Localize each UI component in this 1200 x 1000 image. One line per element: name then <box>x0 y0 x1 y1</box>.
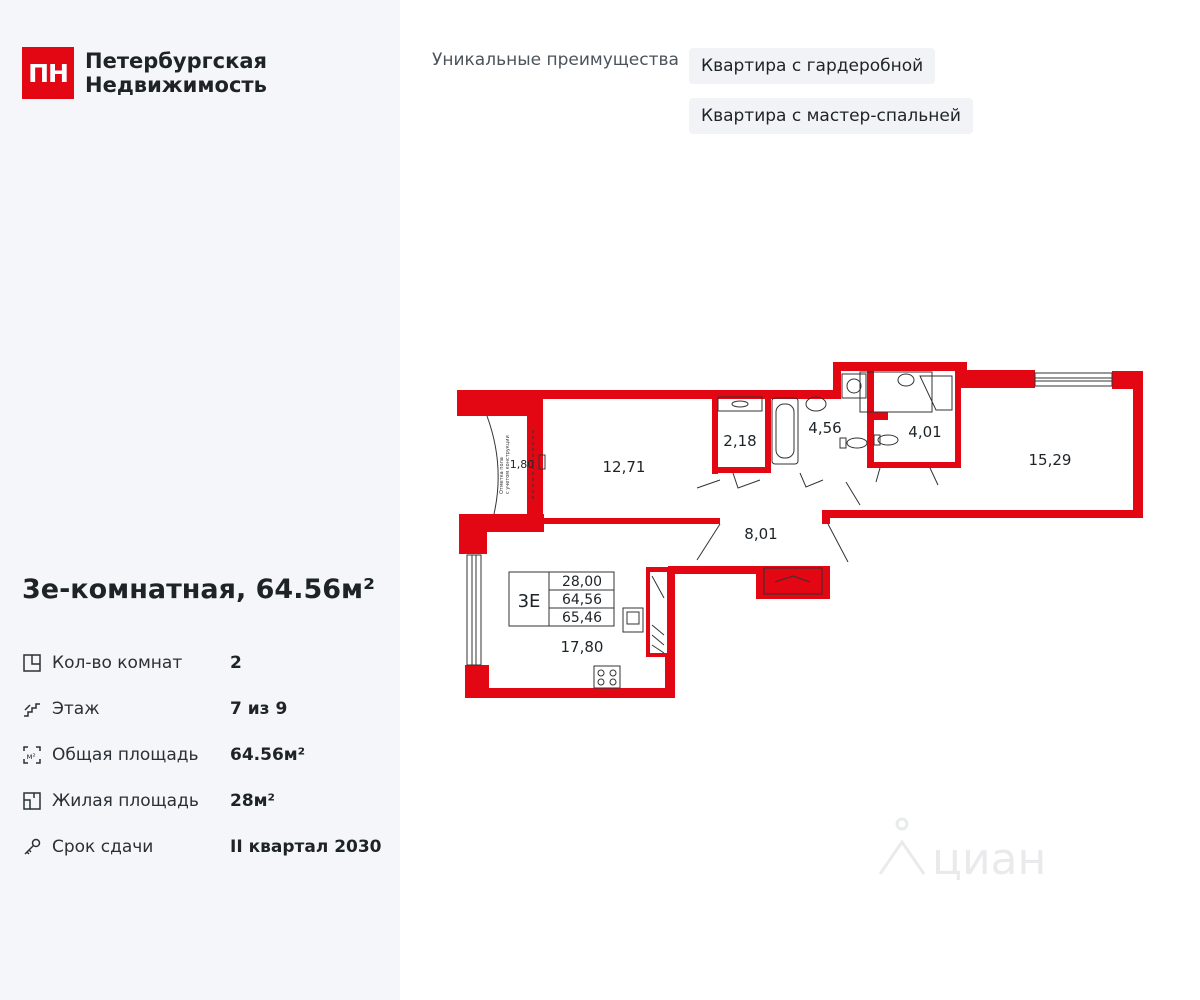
property-living-area <box>22 778 382 824</box>
rooms-icon <box>22 653 42 673</box>
stove-icon <box>594 666 620 688</box>
advantages-title: Уникальные преимущества <box>432 50 679 70</box>
toilet-icon <box>847 438 867 448</box>
total-area-with-balcony-value: 65,46 <box>561 610 603 626</box>
property-value: II квартал 2030 <box>230 837 382 857</box>
property-label: Общая площадь <box>52 745 199 765</box>
property-completion <box>22 824 382 870</box>
living-area-value: 28,00 <box>561 574 603 590</box>
property-value: 2 <box>230 653 242 673</box>
brand-name-line1: Петербургская <box>85 49 267 73</box>
listing-properties <box>22 640 382 870</box>
advantage-tag-master-bedroom[interactable]: Квартира с мастер-спальней <box>689 98 973 134</box>
property-value: 64.56м² <box>230 745 306 765</box>
balcony-note-1: Отметка пола <box>499 457 505 494</box>
sidebar <box>0 0 400 1000</box>
living-area-icon <box>22 791 42 811</box>
stairs-icon <box>22 699 42 719</box>
room-area-room1: 12,71 <box>602 458 646 476</box>
sink-icon <box>718 397 762 411</box>
property-value: 7 из 9 <box>230 699 288 719</box>
room-area-hall: 8,01 <box>744 525 778 543</box>
room-area-room2: 15,29 <box>1028 451 1072 469</box>
property-rooms <box>22 640 382 686</box>
room-area-balcony: 1,80 <box>509 458 535 471</box>
listing-title: 3е-комнатная, 64.56м² <box>22 574 375 605</box>
property-total-area <box>22 732 382 778</box>
apartment-summary-box <box>509 572 614 626</box>
room-area-kitchen: 17,80 <box>560 638 604 656</box>
washing-machine-icon <box>842 374 866 398</box>
total-area-value: 64,56 <box>561 592 603 608</box>
room-area-wc: 2,18 <box>723 432 757 450</box>
brand-logo-mark: ПН <box>22 47 74 99</box>
property-value: 28м² <box>230 791 275 811</box>
toilet-icon <box>878 435 898 445</box>
balcony-note-2: с учетом конструкции <box>505 435 511 494</box>
room-area-bath1: 4,56 <box>808 419 842 437</box>
room-area-bath2: 4,01 <box>908 423 942 441</box>
sink-icon <box>898 374 914 386</box>
floor-plan <box>455 360 1145 700</box>
shower-icon <box>920 376 952 410</box>
svg-text:м²: м² <box>26 752 36 761</box>
property-label: Этаж <box>52 699 100 719</box>
sink-icon <box>806 397 826 411</box>
cian-watermark <box>862 812 1072 882</box>
brand-name <box>85 49 267 97</box>
advantage-tag-wardrobe[interactable]: Квартира с гардеробной <box>689 48 935 84</box>
property-label: Срок сдачи <box>52 837 154 857</box>
key-icon <box>22 837 42 857</box>
property-label: Жилая площадь <box>52 791 199 811</box>
watermark-text: циан <box>932 834 1047 882</box>
property-label: Кол-во комнат <box>52 653 183 673</box>
area-icon <box>22 745 42 765</box>
brand-logo[interactable] <box>22 47 267 99</box>
apartment-type: 3Е <box>517 591 541 612</box>
property-floor <box>22 686 382 732</box>
brand-name-line2: Недвижимость <box>85 73 267 97</box>
